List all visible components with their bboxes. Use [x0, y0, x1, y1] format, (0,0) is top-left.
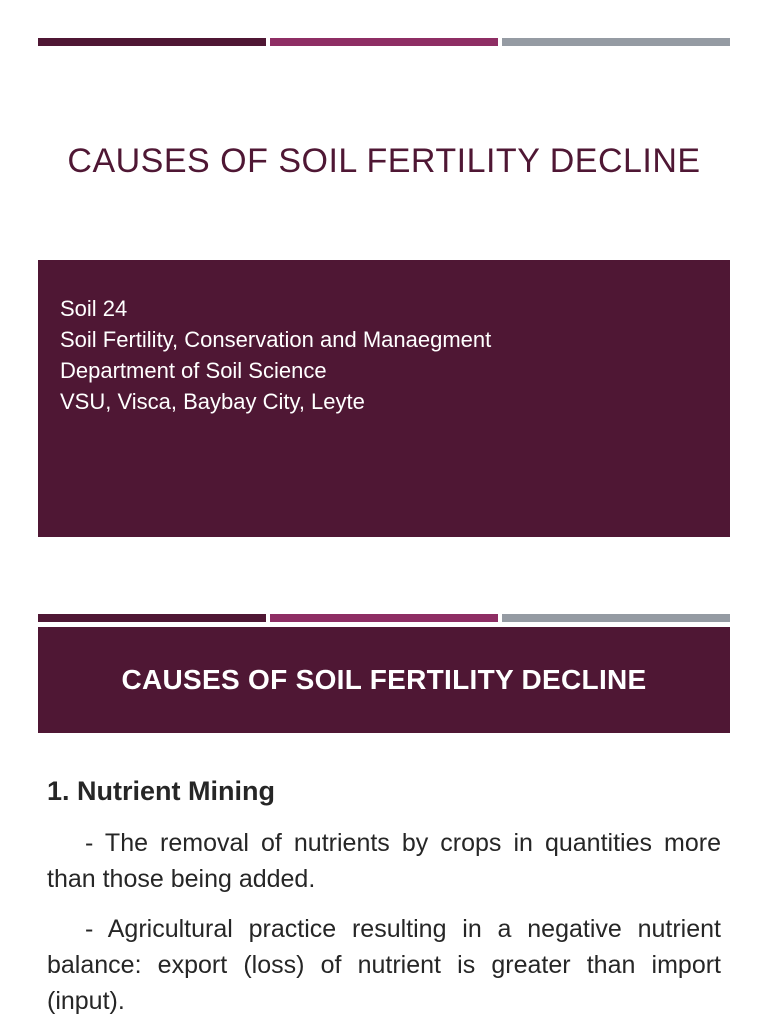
stripe-segment-accent [270, 38, 498, 46]
course-info-box [38, 260, 730, 537]
stripe-segment-gray [502, 614, 730, 622]
department-name: Department of Soil Science [60, 358, 327, 383]
stripe-segment-dark [38, 38, 266, 46]
stripe-segment-accent [270, 614, 498, 622]
section-heading: 1. Nutrient Mining [47, 776, 275, 806]
stripe-segment-gray [502, 38, 730, 46]
course-info-lines [60, 293, 491, 417]
course-name: Soil Fertility, Conservation and Manaegment [60, 327, 492, 352]
section-banner [38, 627, 730, 733]
second-accent-stripe [38, 614, 730, 622]
body-paragraph: - The removal of nutrients by crops in quantities more than those being added. [47, 829, 721, 893]
banner-title: CAUSES OF SOIL FERTILITY DECLINE [121, 664, 647, 695]
stripe-segment-dark [38, 614, 266, 622]
slide-title: CAUSES OF SOIL FERTILITY DECLINE [67, 142, 701, 180]
institution-location: VSU, Visca, Baybay City, Leyte [60, 389, 365, 414]
course-code: Soil 24 [60, 296, 128, 321]
body-paragraph: - Agricultural practice resulting in a negative nutrient balance: export (loss) of nutrient is greater than import (input). [47, 915, 721, 1015]
top-accent-stripe [38, 38, 730, 46]
